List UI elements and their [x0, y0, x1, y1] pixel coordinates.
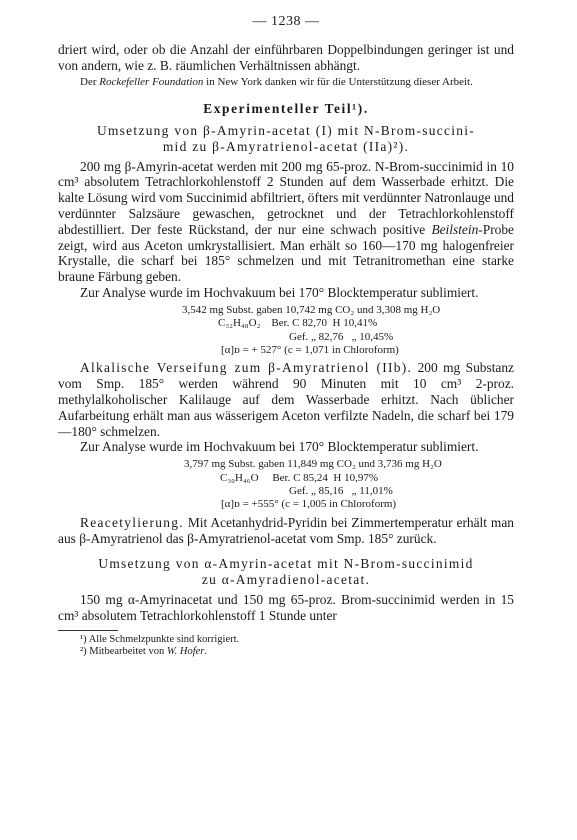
section3-title: Reacetylierung. [80, 514, 184, 530]
analysis2-line3: Gef. „ 85,16 „ 11,01% [289, 484, 393, 497]
analysis2-line1: 3,797 mg Subst. gaben 11,849 mg CO₂ und 3,736 mg H₂O [184, 458, 442, 471]
section2-title: Alkalische Verseifung zum β-Amyratrienol (IIb). [80, 360, 413, 376]
section2-paragraph [58, 360, 514, 439]
section4-paragraph: 150 mg α-Amyrinacetat und 150 mg 65-proz. Brom-succinimid werden in 15 cm³ absolutem Tetrachlorkohlenstoff 1 Stunde unter [58, 592, 514, 624]
section4-heading-line2: zu α-Amyradienol-acetat. [201, 572, 371, 588]
analysis1-line2: C₃₂H₄₈O₂ Ber. C 82,70 H 10,41% [218, 317, 378, 330]
footnote-rule [58, 630, 118, 631]
section1-post: -Probe zeigt, wird aus Aceton umkrystallisiert. Man erhält so 160—170 mg halogenfreier Krystalle, die scharf bei 185° schmelzen und mit Tetranitromethan eine starke braune Färbung geben. [58, 221, 514, 285]
experimental-heading: Experimenteller Teil¹). [203, 100, 369, 116]
analysis1-line1: 3,542 mg Subst. gaben 10,742 mg CO₂ und 3,308 mg H₂O [182, 303, 441, 316]
section2-analysis [58, 458, 514, 512]
footnote-2 [58, 646, 514, 659]
section1-heading [58, 123, 514, 155]
intro-paragraph: driert wird, oder ob die Anzahl der einführbaren Doppelbindungen geringer ist und von andern, wie z. B. räumlichen Verhältnissen abhängt. [58, 42, 514, 73]
footnote-2-post: . [204, 646, 207, 658]
section1-analysis [58, 304, 514, 358]
footnote-2-pre: ²) Mitbearbeitet von [80, 646, 167, 658]
page [58, 14, 514, 659]
beilstein-italic: Beilstein [431, 221, 479, 237]
section1-pre: 200 mg β-Amyrin-acetat werden mit 200 mg 65-proz. N-Brom-succinimid in 10 cm³ absolutem Tetrachlorkohlenstoff 2 Stunden auf dem Wasserbade erhitzt. Die kalte Lösung wird vom Succinimid abfiltriert, öfters mit verdünnter Natronlauge und verdünnter Salzsäure gewaschen, getrocknet und der Tetrachlorkohlenstoff abdestilliert. Der feste Rückstand, der nur eine schwach positive [58, 158, 514, 237]
ack-post: in New York danken wir für die Unterstützung dieser Arbeit. [203, 75, 473, 88]
analysis2-line2: C₃₀H₄₆O Ber. C 85,24 H 10,97% [220, 471, 379, 484]
analysis1-line3: Gef. „ 82,76 „ 10,45% [289, 330, 394, 343]
page-number: — 1238 — [252, 14, 320, 29]
footnote-2-italic: W. Hofer [166, 646, 205, 658]
footnotes [58, 630, 514, 659]
section1-paragraph [58, 159, 514, 285]
section3-text: Mit Acetanhydrid-Pyridin bei Zimmertemperatur erhält man aus β-Amyratrienol das β-Amyratrienol-acetat vom Smp. 185° zurück. [58, 514, 514, 546]
analysis2-line4: [α]ᴅ = +555° (c = 1,005 in Chloroform) [221, 498, 397, 511]
section3-paragraph [58, 515, 514, 547]
ack-italic: Rockefeller Foundation [99, 75, 204, 88]
section4-heading [58, 556, 514, 588]
section2-analysis-intro: Zur Analyse wurde im Hochvakuum bei 170° Blocktemperatur sublimiert. [80, 439, 479, 455]
section1-heading-line2: mid zu β-Amyratrienol-acetat (IIa)²). [162, 138, 410, 154]
section2-text: 200 mg Substanz vom Smp. 185° werden während 90 Minuten mit 10 cm³ 2-proz. methylalkoholischer Kalilauge auf dem Wasserbade erhitzt. Nach üblicher Aufarbeitung erhält man aus wässerigem Aceton verfilzte Nadeln, die scharf bei 179—180° schmelzen. [58, 360, 514, 439]
section1-analysis-intro: Zur Analyse wurde im Hochvakuum bei 170° Blocktemperatur sublimiert. [80, 284, 479, 300]
ack-pre: Der [80, 75, 100, 88]
section4-heading-line1: Umsetzung von α-Amyrin-acetat mit N-Brom-succinimid [98, 556, 474, 572]
analysis1-line4: [α]ᴅ = + 527° (c = 1,071 in Chloroform) [221, 343, 399, 356]
footnote-1: ¹) Alle Schmelzpunkte sind korrigiert. [80, 633, 240, 645]
acknowledgement [58, 76, 514, 89]
section1-heading-line1: Umsetzung von β-Amyrin-acetat (I) mit N-Brom-succini- [96, 122, 476, 138]
